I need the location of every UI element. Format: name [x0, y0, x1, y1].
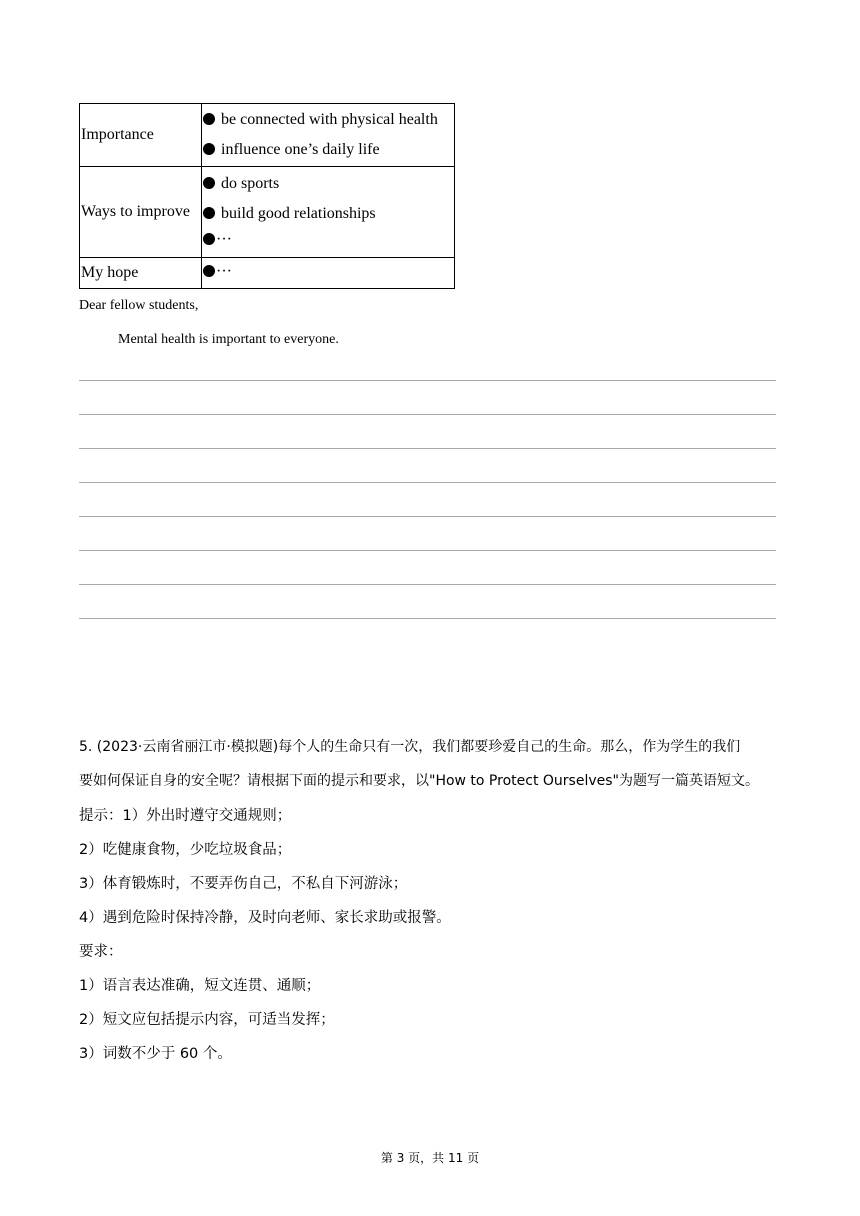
writing-line[interactable] — [79, 380, 776, 381]
list-item-text: build good relationships — [221, 205, 376, 222]
requirements-title: 要求： — [79, 944, 123, 960]
hint-item: 3）体育锻炼时，不要弄伤自己，不私自下河游泳； — [79, 876, 408, 892]
writing-line[interactable] — [79, 448, 776, 449]
row-heading: My hope — [80, 258, 202, 289]
list-item-text: influence one’s daily life — [221, 141, 380, 158]
requirement-item: 1）语言表达准确，短文连贯、通顺； — [79, 978, 321, 994]
hint-title: 提示：1）外出时遵守交通规则； — [79, 808, 292, 824]
bullet-icon — [203, 113, 215, 125]
writing-line[interactable] — [79, 618, 776, 619]
list-item — [203, 229, 454, 255]
writing-line[interactable] — [79, 516, 776, 517]
list-item-text: do sports — [221, 175, 280, 192]
row-heading: Importance — [80, 104, 202, 167]
row-items — [202, 258, 455, 289]
letter-opening-sentence: Mental health is important to everyone. — [118, 332, 339, 347]
writing-line[interactable] — [79, 584, 776, 585]
requirement-item: 2）短文应包括提示内容，可适当发挥； — [79, 1012, 335, 1028]
letter-salutation: Dear fellow students, — [79, 298, 199, 313]
writing-line[interactable] — [79, 414, 776, 415]
outline-table — [79, 103, 455, 289]
bullet-icon — [203, 177, 215, 189]
list-item — [203, 199, 454, 229]
page-number: 第 3 页，共 11 页 — [380, 1151, 480, 1165]
list-item-text: be connected with physical health — [221, 111, 438, 128]
question-5-line-1: 5. (2023·云南省丽江市·模拟题)每个人的生命只有一次，我们都要珍爱自己的生命。那么，作为学生的我们 — [79, 739, 741, 755]
row-items — [202, 167, 455, 258]
bullet-icon — [203, 143, 215, 155]
table-row — [80, 104, 455, 167]
list-item — [203, 105, 454, 135]
bullet-icon — [203, 233, 215, 245]
bullet-icon — [203, 207, 215, 219]
table-row — [80, 258, 455, 289]
question-5-line-2: 要如何保证自身的安全呢？请根据下面的提示和要求，以"How to Protect Ourselves"为题写一篇英语短文。 — [79, 773, 759, 789]
table-row — [80, 167, 455, 258]
list-item — [203, 259, 454, 288]
list-item-text: ··· — [216, 231, 232, 248]
requirement-item: 3）词数不少于 60 个。 — [79, 1046, 232, 1062]
list-item — [203, 169, 454, 199]
row-heading: Ways to improve — [80, 167, 202, 258]
list-item-text: ··· — [216, 262, 232, 280]
writing-line[interactable] — [79, 550, 776, 551]
hint-item: 4）遇到危险时保持冷静，及时向老师、家长求助或报警。 — [79, 910, 451, 926]
bullet-icon — [203, 265, 215, 277]
hint-item: 2）吃健康食物，少吃垃圾食品； — [79, 842, 292, 858]
writing-line[interactable] — [79, 482, 776, 483]
list-item — [203, 135, 454, 165]
row-items — [202, 104, 455, 167]
